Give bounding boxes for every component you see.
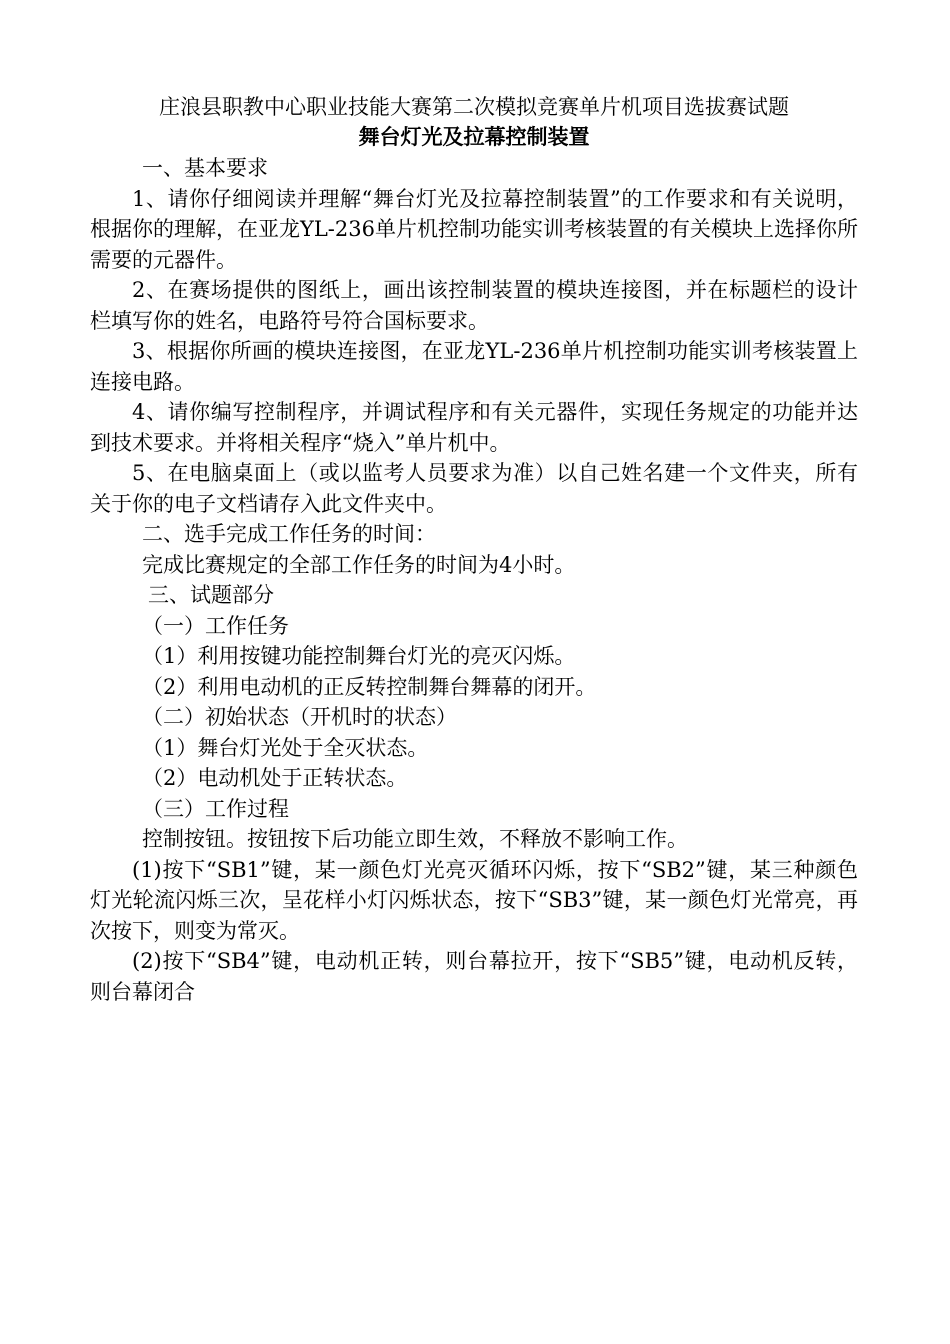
- document-body: [90, 92, 858, 1007]
- document-title: 庄浪县职教中心职业技能大赛第二次模拟竞赛单片机项目选拔赛试题: [159, 95, 789, 119]
- section-heading-time: 二、选手完成工作任务的时间：: [142, 522, 436, 546]
- requirement-2: 2、在赛场提供的图纸上，画出该控制装置的模块连接图，并在标题栏的设计栏填写你的姓名，电路符号符合国标要求。: [90, 278, 858, 333]
- initial-state-1: （1）舞台灯光处于全灭状态。: [142, 735, 429, 760]
- requirement-5: 5、在电脑桌面上（或以监考人员要求为准）以自己姓名建一个文件夹，所有关于你的电子文档请存入此文件夹中。: [90, 461, 858, 516]
- requirement-1: 1、请你仔细阅读并理解“舞台灯光及拉幕控制装置”的工作要求和有关说明，根据你的理解，在亚龙YL-236单片机控制功能实训考核装置的有关模块上选择你所需要的元器件。: [90, 186, 858, 272]
- process-intro: 控制按钮。按钮按下后功能立即生效，不释放不影响工作。: [142, 827, 688, 851]
- process-item-2: (2)按下“SB4”键，电动机正转，则台幕拉开，按下“SB5”键，电动机反转，则台幕闭合: [90, 949, 858, 1004]
- task-item-1: （1）利用按键功能控制舞台灯光的亮灭闪烁。: [142, 644, 576, 668]
- time-text: 完成比赛规定的全部工作任务的时间为4小时。: [142, 552, 576, 577]
- process-item-1: (1)按下“SB1”键，某一颜色灯光亮灭循环闪烁，按下“SB2”键，某三种颜色灯光轮流闪烁三次，呈花样小灯闪烁状态，按下“SB3”键，某一颜色灯光常亮，再次按下，则变为常灭。: [90, 857, 858, 943]
- initial-state-2: （2）电动机处于正转状态。: [142, 766, 408, 790]
- task-heading: （一）工作任务: [142, 613, 289, 638]
- requirement-3: 3、根据你所画的模块连接图，在亚龙YL-236单片机控制功能实训考核装置上连接电路。: [90, 339, 858, 394]
- document-subtitle: 舞台灯光及拉幕控制装置: [358, 125, 590, 149]
- section-heading-questions: 三、试题部分: [148, 583, 274, 607]
- task-item-2: （2）利用电动机的正反转控制舞台舞幕的闭开。: [142, 674, 597, 699]
- section-heading-basic-requirements: 一、基本要求: [142, 156, 268, 180]
- requirement-4: 4、请你编写控制程序，并调试程序和有关元器件，实现任务规定的功能并达到技术要求。并将相关程序“烧入”单片机中。: [90, 400, 858, 455]
- process-heading: （三）工作过程: [142, 796, 289, 821]
- initial-state-heading: （二）初始状态（开机时的状态）: [142, 705, 457, 729]
